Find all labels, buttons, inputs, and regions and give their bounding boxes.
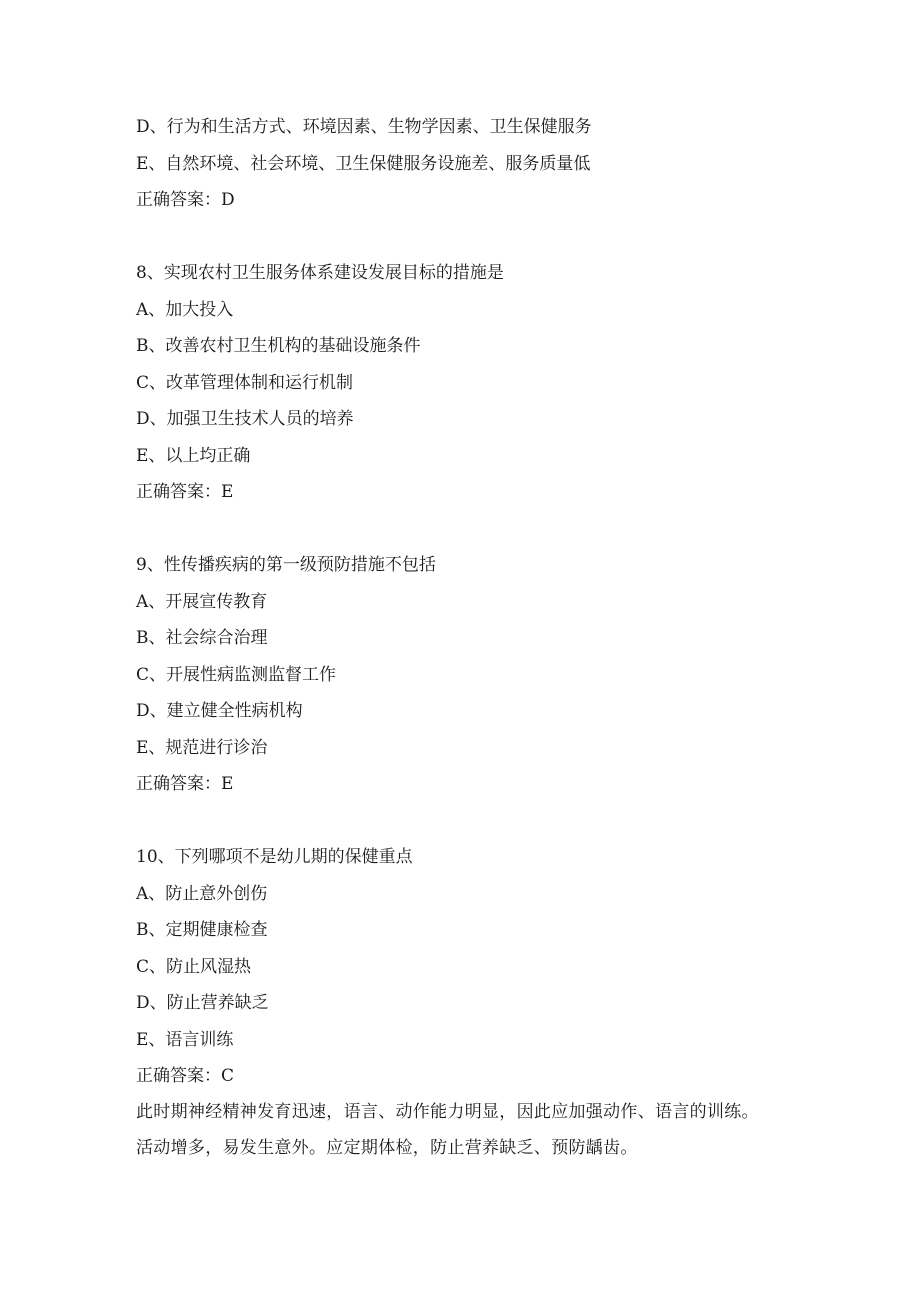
option-e: E、语言训练 [136, 1030, 234, 1050]
option-e: E、自然环境、社会环境、卫生保健服务设施差、服务质量低 [136, 154, 591, 174]
answer-line: 正确答案：E [136, 482, 234, 502]
option-a: A、防止意外创伤 [136, 884, 268, 904]
answer-explanation: 此时期神经精神发育迅速，语言、动作能力明显，因此应加强动作、语言的训练。活动增多，易发生意外。应定期体检，防止营养缺乏、预防龋齿。 [136, 1102, 759, 1158]
option-e: E、以上均正确 [136, 446, 251, 466]
option-c: C、开展性病监测监督工作 [136, 665, 337, 685]
option-d: D、建立健全性病机构 [136, 701, 303, 721]
option-b: B、社会综合治理 [136, 628, 268, 648]
answer-line: 正确答案：C [136, 1066, 235, 1086]
question-stem: 9、性传播疾病的第一级预防措施不包括 [136, 555, 436, 575]
option-c: C、改革管理体制和运行机制 [136, 373, 354, 393]
question-stem: 10、下列哪项不是幼儿期的保健重点 [136, 847, 413, 867]
answer-line: 正确答案：E [136, 774, 234, 794]
option-d: D、防止营养缺乏 [136, 993, 269, 1013]
option-b: B、定期健康检查 [136, 920, 268, 940]
option-d: D、加强卫生技术人员的培养 [136, 409, 354, 429]
option-e: E、规范进行诊治 [136, 738, 268, 758]
question-stem: 8、实现农村卫生服务体系建设发展目标的措施是 [136, 263, 504, 283]
option-b: B、改善农村卫生机构的基础设施条件 [136, 336, 421, 356]
option-d: D、行为和生活方式、环境因素、生物学因素、卫生保健服务 [136, 117, 592, 137]
option-a: A、开展宣传教育 [136, 592, 268, 612]
option-c: C、防止风湿热 [136, 957, 252, 977]
option-a: A、加大投入 [136, 300, 234, 320]
answer-line: 正确答案：D [136, 190, 235, 210]
